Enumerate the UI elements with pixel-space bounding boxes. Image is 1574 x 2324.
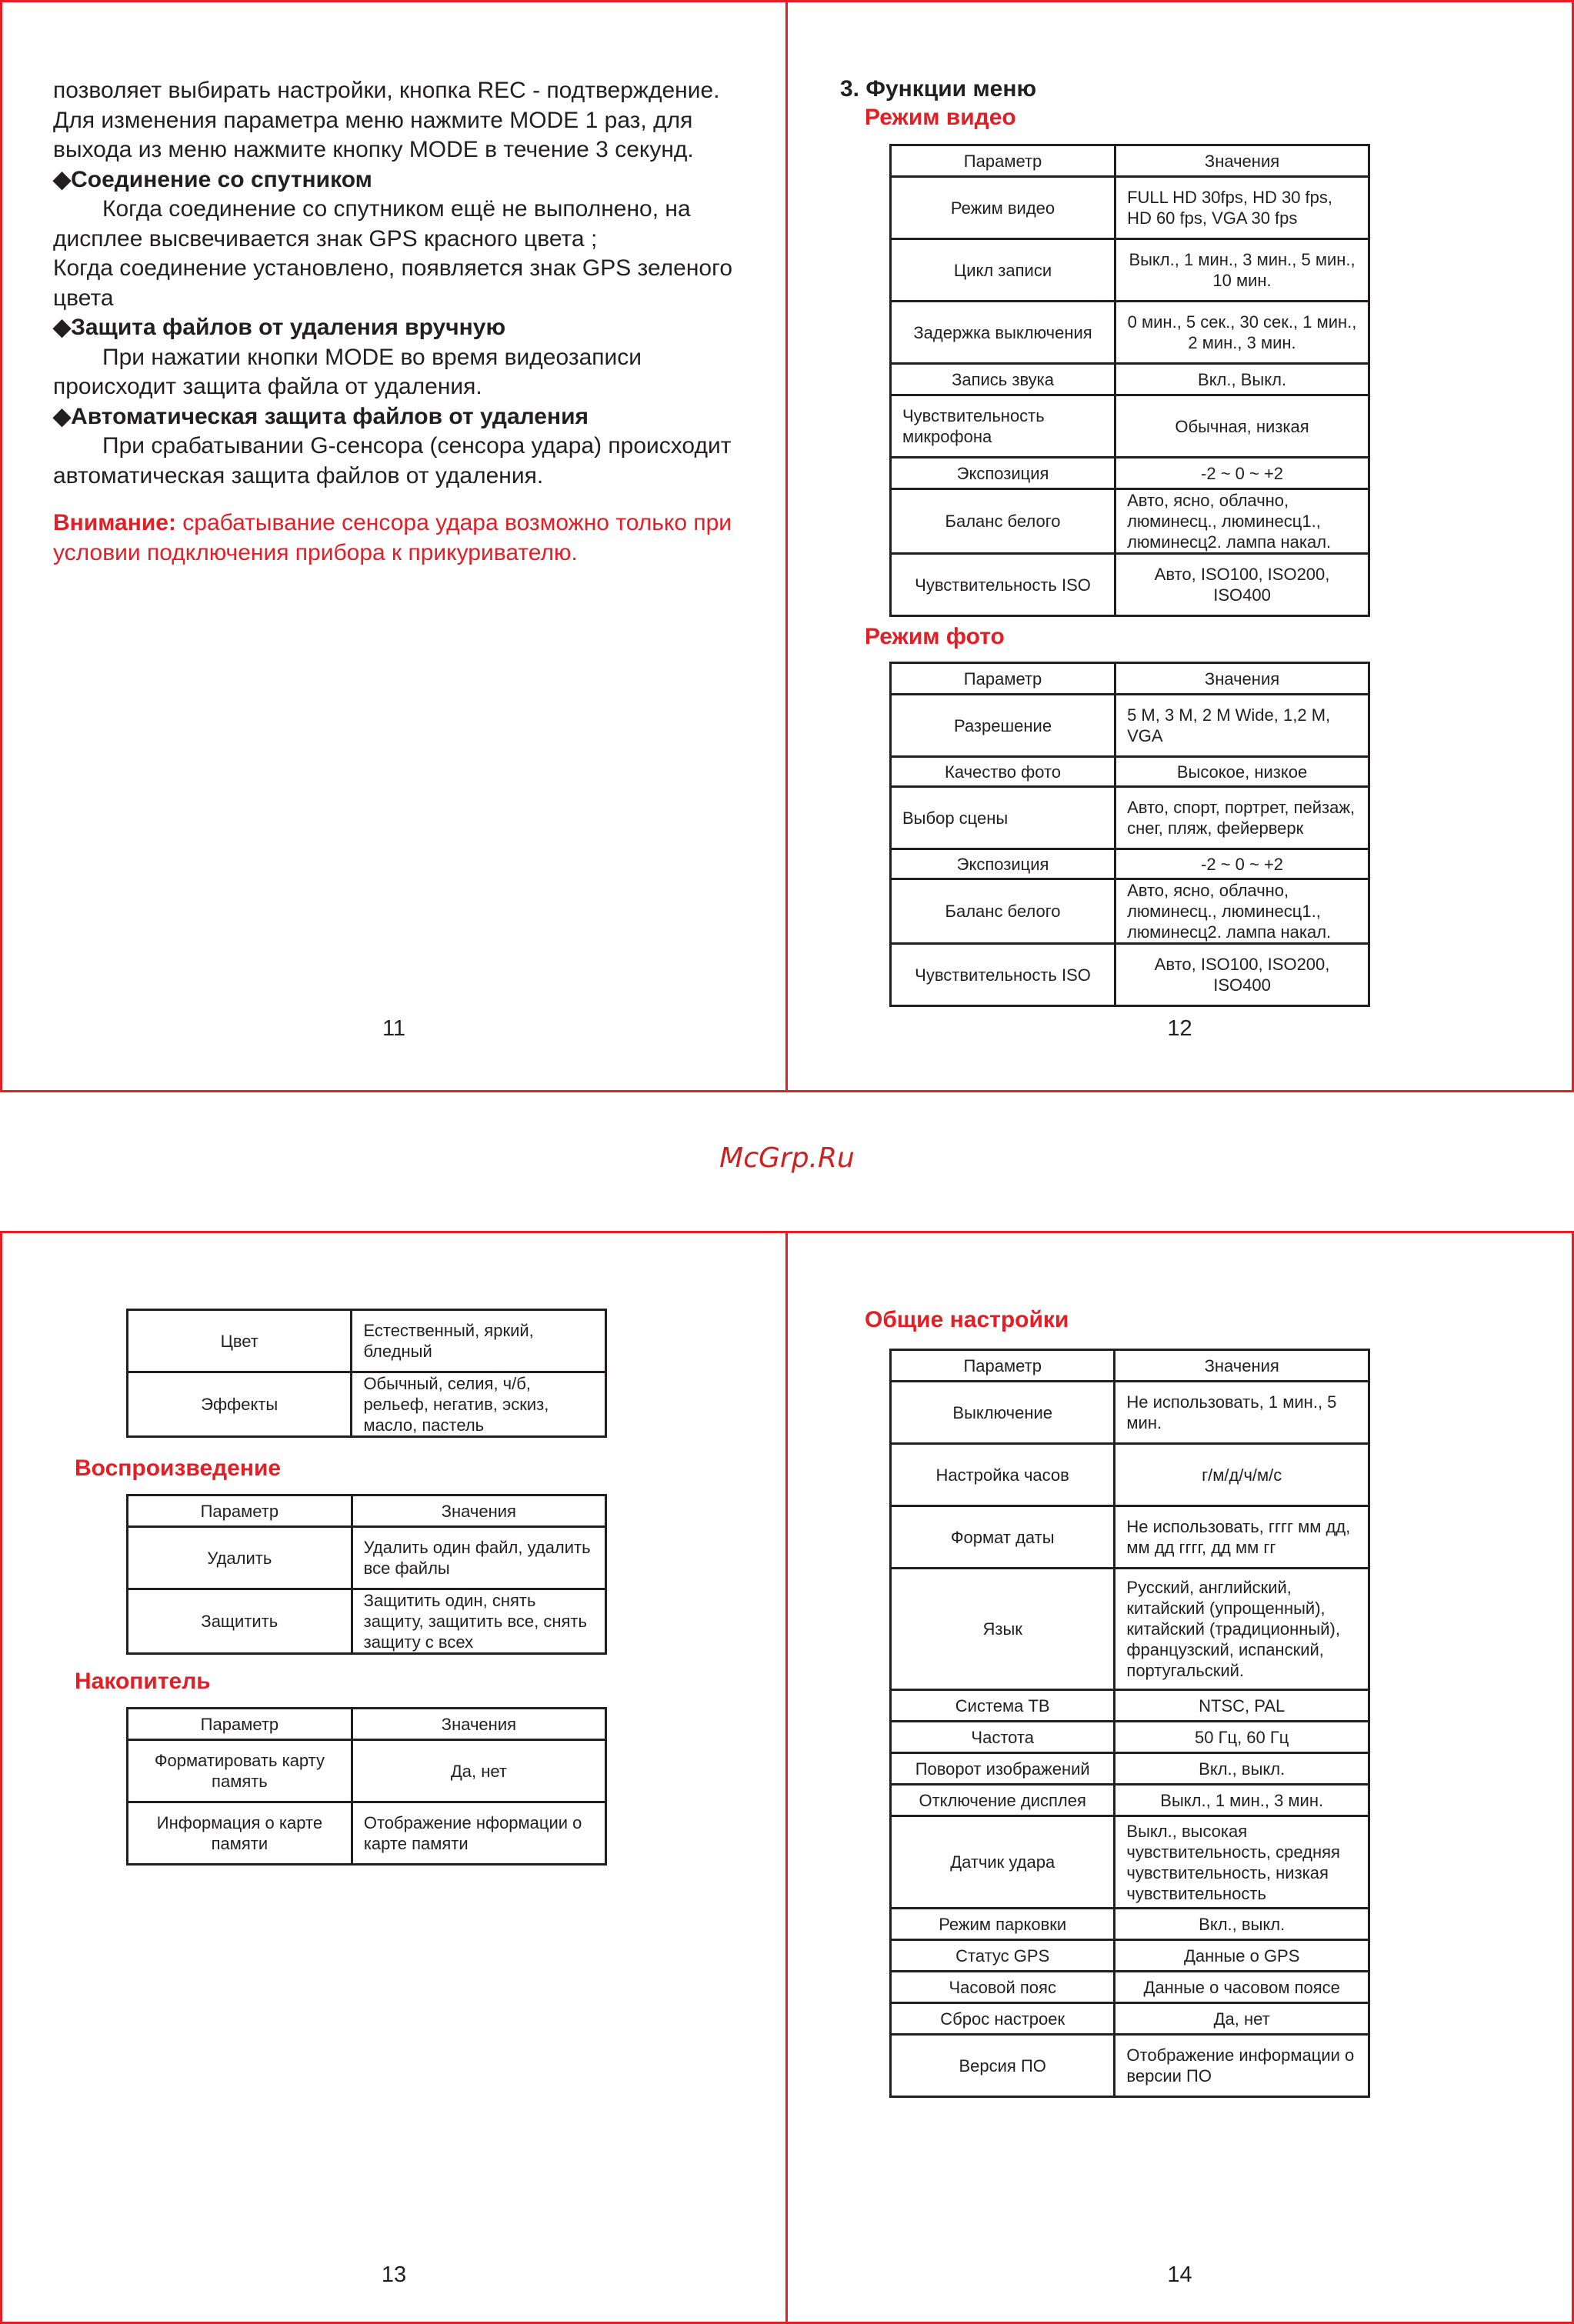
table-cell: Режим видео — [891, 177, 1115, 239]
table-header: Параметр — [128, 1495, 352, 1527]
table-cell: Защитить — [128, 1589, 352, 1654]
table-row — [128, 1589, 606, 1654]
table-row — [891, 239, 1369, 302]
table-cell: Язык — [891, 1569, 1115, 1690]
table-row — [128, 1372, 606, 1437]
table-row — [891, 1972, 1369, 2003]
manual-protect-text: При нажатии кнопки MODE во время видеозаписи происходит защита файла от удаления. — [53, 344, 642, 399]
table-cell: Цвет — [128, 1310, 352, 1372]
table-cell: Отключение дисплея — [891, 1785, 1115, 1816]
table-header: Значения — [352, 1709, 605, 1740]
page-11-body — [53, 76, 745, 568]
table-cell: Да, нет — [352, 1740, 605, 1802]
table-header: Параметр — [128, 1709, 352, 1740]
table-cell: Обычная, низкая — [1115, 395, 1369, 458]
table-cell: Экспозиция — [891, 458, 1115, 489]
table-row — [891, 2003, 1369, 2035]
table-row — [891, 1753, 1369, 1785]
manual-protect-heading: ◆Защита файлов от удаления вручную — [53, 315, 506, 340]
table-cell: -2 ~ 0 ~ +2 — [1115, 849, 1369, 879]
table-cell: Выкл., 1 мин., 3 мин., 5 мин., 10 мин. — [1115, 239, 1369, 302]
table-cell: Эффекты — [128, 1372, 352, 1437]
video-mode-title: Режим видео — [865, 105, 1016, 130]
table-header: Значения — [1115, 663, 1369, 695]
table-cell: Форматировать карту память — [128, 1740, 352, 1802]
table-cell: Вкл., выкл. — [1115, 1909, 1369, 1940]
table-cell: Разрешение — [891, 695, 1115, 757]
table-cell: Русский, английский, китайский (упрощенный), китайский (традиционный), французский, испанский, португальский. — [1115, 1569, 1369, 1690]
table-row — [891, 1690, 1369, 1722]
table-cell: Авто, спорт, портрет, пейзаж, снег, пляж, фейерверк — [1115, 787, 1369, 849]
table-cell: Баланс белого — [891, 489, 1115, 554]
table-cell: Часовой пояс — [891, 1972, 1115, 2003]
table-row — [891, 944, 1369, 1006]
table-cell: Не использовать, гггг мм дд, мм дд гггг, дд мм гг — [1115, 1506, 1369, 1569]
table-cell: Авто, ISO100, ISO200, ISO400 — [1115, 944, 1369, 1006]
table-row — [891, 1382, 1369, 1444]
table-cell: Выкл., 1 мин., 3 мин. — [1115, 1785, 1369, 1816]
table-cell: Задержка выключения — [891, 302, 1115, 364]
page-number: 13 — [381, 2262, 407, 2287]
table-row — [891, 695, 1369, 757]
auto-protect-text: При срабатывании G-сенсора (сенсора удара) происходит автоматическая защита файлов от удаления. — [53, 433, 732, 488]
gps-text-2: Когда соединение установлено, появляется знак GPS зеленого цвета — [53, 255, 733, 311]
table-cell: Информация о карте памяти — [128, 1802, 352, 1865]
table-cell: 5 M, 3 M, 2 M Wide, 1,2 M, VGA — [1115, 695, 1369, 757]
table-row — [891, 1816, 1369, 1909]
auto-protect-heading: ◆Автоматическая защита файлов от удаления — [53, 403, 589, 429]
watermark-logo: McGrp.Ru — [719, 1142, 855, 1174]
menu-functions-title: 3. Функции меню — [840, 76, 1037, 102]
table-cell: Данные о GPS — [1115, 1940, 1369, 1972]
table-cell: Чувствительность микрофона — [891, 395, 1115, 458]
diamond-bullet-icon: ◆ — [53, 315, 72, 340]
table-cell: Да, нет — [1115, 2003, 1369, 2035]
table-cell: Вкл., выкл. — [1115, 1753, 1369, 1785]
table-cell: Выбор сцены — [891, 787, 1115, 849]
table-row — [891, 395, 1369, 458]
storage-table — [126, 1707, 607, 1866]
playback-title: Воспроизведение — [75, 1455, 282, 1481]
table-header: Значения — [352, 1495, 605, 1527]
page-14 — [785, 1231, 1574, 2324]
table-cell: Обычный, селия, ч/б, рельеф, негатив, эскиз, масло, пастель — [352, 1372, 606, 1437]
table-row — [128, 1740, 606, 1802]
table-row — [891, 2035, 1369, 2097]
general-settings-table — [889, 1349, 1370, 2098]
table-row — [891, 1444, 1369, 1506]
table-cell: NTSC, PAL — [1115, 1690, 1369, 1722]
page-number: 11 — [382, 1016, 406, 1041]
table-cell: Высокое, низкое — [1115, 757, 1369, 787]
table-cell: Выключение — [891, 1382, 1115, 1444]
table-cell: Авто, ясно, облачно, люминесц., люминесц1., люминесц2. лампа накал. — [1115, 489, 1369, 554]
gps-heading: ◆Соединение со спутником — [53, 166, 372, 192]
table-header: Параметр — [891, 145, 1115, 177]
table-cell: Данные о часовом поясе — [1115, 1972, 1369, 2003]
table-cell: 0 мин., 5 сек., 30 сек., 1 мин., 2 мин., 3 мин. — [1115, 302, 1369, 364]
table-row — [891, 1909, 1369, 1940]
photo-mode-title: Режим фото — [865, 624, 1005, 649]
table-header: Параметр — [891, 1350, 1115, 1382]
table-row — [128, 1527, 606, 1589]
table-row — [891, 489, 1369, 554]
table-row — [891, 1785, 1369, 1816]
table-cell: Чувствительность ISO — [891, 554, 1115, 616]
table-row — [891, 849, 1369, 879]
table-row — [891, 757, 1369, 787]
table-row — [891, 1940, 1369, 1972]
page-number: 12 — [1167, 1016, 1192, 1041]
table-cell: Статус GPS — [891, 1940, 1115, 1972]
intro-paragraph: позволяет выбирать настройки, кнопка REC - подтверждение. Для изменения параметра меню нажмите MODE 1 раз, для выхода из меню нажмите кнопку MODE в течение 3 секунд. — [53, 78, 720, 162]
warning-note — [53, 508, 745, 568]
table-cell: Режим парковки — [891, 1909, 1115, 1940]
video-mode-table — [889, 144, 1370, 617]
table-row — [891, 458, 1369, 489]
general-settings-title: Общие настройки — [865, 1307, 1069, 1332]
diamond-bullet-icon: ◆ — [53, 403, 72, 429]
table-cell: Удалить один файл, удалить все файлы — [352, 1527, 605, 1589]
playback-table — [126, 1494, 607, 1655]
table-header: Значения — [1115, 145, 1369, 177]
table-cell: Версия ПО — [891, 2035, 1115, 2097]
table-cell: Частота — [891, 1722, 1115, 1753]
page-number: 14 — [1167, 2262, 1192, 2287]
table-row — [891, 177, 1369, 239]
table-cell: Выкл., высокая чувствительность, средняя чувствительность, низкая чувствительность — [1115, 1816, 1369, 1909]
table-cell: FULL HD 30fps, HD 30 fps, HD 60 fps, VGA 30 fps — [1115, 177, 1369, 239]
page-13 — [0, 1231, 788, 2324]
table-row — [891, 364, 1369, 395]
table-cell: Датчик удара — [891, 1816, 1115, 1909]
table-row — [128, 1802, 606, 1865]
warning-text: срабатывание сенсора удара возможно только при условии подключения прибора к прикуривателю. — [53, 510, 732, 565]
table-header: Значения — [1115, 1350, 1369, 1382]
page-11 — [0, 0, 788, 1092]
table-row — [891, 302, 1369, 364]
table-cell: Настройка часов — [891, 1444, 1115, 1506]
table-row — [891, 879, 1369, 944]
table-cell: Не использовать, 1 мин., 5 мин. — [1115, 1382, 1369, 1444]
table-cell: Отображение информации о версии ПО — [1115, 2035, 1369, 2097]
photo-mode-table — [889, 662, 1370, 1007]
table-cell: Система ТВ — [891, 1690, 1115, 1722]
table-cell: Вкл., Выкл. — [1115, 364, 1369, 395]
table-cell: -2 ~ 0 ~ +2 — [1115, 458, 1369, 489]
table-cell: Естественный, яркий, бледный — [352, 1310, 606, 1372]
table-row — [891, 1569, 1369, 1690]
table-header: Параметр — [891, 663, 1115, 695]
table-row — [891, 1722, 1369, 1753]
table-cell: г/м/д/ч/м/с — [1115, 1444, 1369, 1506]
table-cell: Баланс белого — [891, 879, 1115, 944]
table-cell: Формат даты — [891, 1506, 1115, 1569]
table-cell: Авто, ясно, облачно, люминесц., люминесц1., люминесц2. лампа накал. — [1115, 879, 1369, 944]
page-12 — [785, 0, 1574, 1092]
table-cell: Сброс настроек — [891, 2003, 1115, 2035]
table-cell: Запись звука — [891, 364, 1115, 395]
table-cell: Отображение нформации о карте памяти — [352, 1802, 605, 1865]
table-cell: Авто, ISO100, ISO200, ISO400 — [1115, 554, 1369, 616]
table-cell: Цикл записи — [891, 239, 1115, 302]
diamond-bullet-icon: ◆ — [53, 166, 72, 192]
table-cell: Качество фото — [891, 757, 1115, 787]
table-row — [891, 787, 1369, 849]
storage-title: Накопитель — [75, 1669, 211, 1694]
table-row — [891, 554, 1369, 616]
table-cell: Поворот изображений — [891, 1753, 1115, 1785]
table-cell: 50 Гц, 60 Гц — [1115, 1722, 1369, 1753]
table-cell: Экспозиция — [891, 849, 1115, 879]
table-row — [891, 1506, 1369, 1569]
table-cell: Удалить — [128, 1527, 352, 1589]
image-settings-table — [126, 1309, 607, 1438]
table-cell: Чувствительность ISO — [891, 944, 1115, 1006]
warning-label: Внимание: — [53, 510, 176, 535]
gps-text-1: Когда соединение со спутником ещё не выполнено, на дисплее высвечивается знак GPS красного цвета ; — [53, 196, 691, 252]
table-row — [128, 1310, 606, 1372]
table-cell: Защитить один, снять защиту, защитить все, снять защиту с всех — [352, 1589, 605, 1654]
